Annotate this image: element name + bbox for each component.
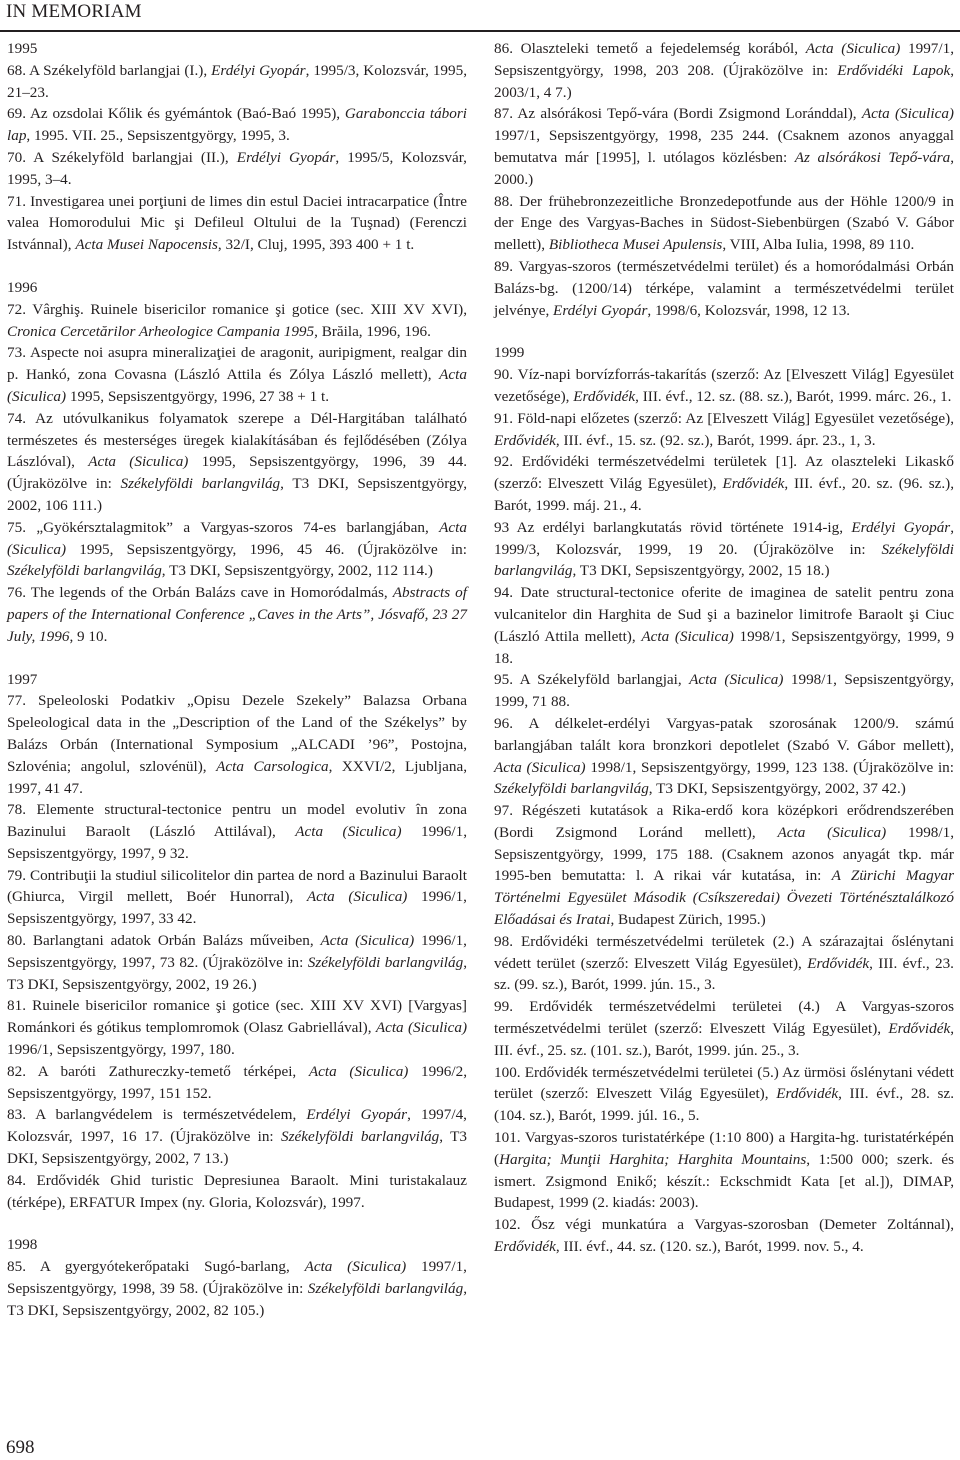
entry-title-italic: Acta (Siculica) — [304, 1258, 407, 1276]
bibliography-entry — [494, 517, 954, 582]
entry-text: 72. Vârghiş. Ruinele bisericilor romanice şi gotice (sec. XIII XV XVI), — [7, 300, 467, 318]
entry-text: 71. Investigarea unei porţiuni de limes din estul Daciei intracarpatice (Între valea Homorodului Mic şi Defileul Oltului de la Tuşnad) (Ferenczi Istvánnal), — [7, 192, 467, 254]
entry-title-italic: Erdővidéki Lapok — [837, 61, 951, 79]
year-heading: 1995 — [7, 40, 38, 57]
entry-text: , T3 DKI, Sepsiszentgyörgy, 2002, 106 111.) — [7, 475, 468, 514]
entry-text: 80. Barlangtani adatok Orbán Balázs műveiben, — [7, 932, 321, 950]
entry-title-italic: Hargita; Munţii Harghita; Harghita Mountains — [499, 1150, 807, 1168]
entry-title-italic: Acta (Siculica) — [689, 671, 784, 689]
entry-text: , T3 DKI, Sepsiszentgyörgy, 2002, 82 105.) — [7, 1280, 467, 1319]
bibliography-entry — [7, 60, 467, 104]
entry-text: , T3 DKI, Sepsiszentgyörgy, 2002, 15 18.) — [572, 562, 830, 580]
bibliography-entry — [494, 103, 954, 190]
bibliography-entry — [7, 799, 467, 864]
bibliography-entry — [7, 103, 467, 147]
bibliography-entry — [494, 582, 954, 669]
year-heading: 1997 — [7, 670, 38, 688]
entry-text: , T3 DKI, Sepsiszentgyörgy, 2002, 37 42.) — [648, 780, 906, 798]
entry-text: 79. Contribuţii la studiul silicolitelor din partea de nord a Bazinului Baraolt (Ghiurca, Virgil mellett, Boér Hunorral), — [7, 866, 467, 906]
entry-text: 89. Vargyas-szoros (természetvédelmi terület) és a homoródalmási Orbán Balázs-bg. (1200/14) térképe, valamint a természetvédelmi terület jelvénye, — [494, 257, 954, 319]
entry-text: 82. A baróti Zathureczky-temető térképei, — [7, 1062, 309, 1080]
bibliography-entry — [7, 408, 467, 517]
entry-text: 74. Az utóvulkanikus folyamatok szerepe a Dél-Hargitában található természetes és mesterséges üregek kialakításában és fejlődésében (Zólya Lászlóval), — [7, 409, 467, 471]
entry-text: , 32/I, Cluj, 1995, 393 400 + 1 t. — [217, 236, 415, 254]
entry-text: 1997/1, Sepsiszentgyörgy, 1998, 235 244. (Csaknem azonos anyaggal bemutatva már [1995], l. utólagos közlésben: — [494, 127, 954, 166]
entry-title-italic: Székelyföldi barlangvilág — [307, 953, 464, 971]
entry-text: 73. Aspecte noi asupra mineralizaţiei de aragonit, auripigment, realgar din p. Hankó, zona Covasna (László Attila és Zólya László mellett), — [7, 344, 467, 384]
entry-text: 84. Erdővidék Ghid turistic Depresiunea Baraolt. Mini turistakalauz (térképe), ERFATUR Impex (ny. Gloria, Kolozsvár), 1997. — [7, 1171, 467, 1211]
entry-text: 1998/1, Sepsiszentgyörgy, 1999, 71 88. — [494, 671, 955, 711]
entry-text: 1998/1, Sepsiszentgyörgy, 1999, 123 138. (Újraközölve in: — [585, 758, 954, 776]
bibliography-entry — [494, 669, 954, 713]
bibliography-entry — [7, 865, 467, 930]
bibliography-entry — [7, 1170, 467, 1214]
bibliography-entry — [7, 342, 467, 407]
right-column — [494, 38, 954, 1258]
bibliography-entry — [7, 191, 467, 256]
bibliography-entry — [494, 1214, 954, 1258]
bibliography-entry — [494, 800, 954, 931]
bibliography-entry — [7, 1061, 467, 1105]
entry-text: , 1995/3, Kolozsvár, 1995, 21–23. — [7, 61, 467, 101]
entry-text: , III. évf., 28. sz. (104. sz.), Barót, 1999. júl. 16., 5. — [494, 1085, 954, 1125]
entry-title-italic: Acta (Siculica) — [7, 518, 467, 558]
bibliography-entry — [494, 364, 954, 408]
bibliography-entry — [494, 996, 954, 1061]
entry-title-italic: Székelyföldi barlangvilág — [7, 562, 162, 580]
entry-title-italic: Erdővidék — [573, 387, 636, 405]
entry-text: 88. Der frühebronzezeitliche Bronzedepotfunde aus der Höhle 1200/9 in der Enge des Vargyas-Baches in Südost-Siebenbürgen (Szabó V. Gábor mellett), — [494, 192, 954, 254]
entry-text: 97. Régészeti kutatások a Rika-erdő kora középkori erődrendszerében (Bordi Zsigmond Loránd mellett), — [494, 802, 954, 841]
entry-text: 95. A Székelyföld barlangjai, — [494, 671, 690, 689]
entry-title-italic: Acta Carsologica — [216, 757, 329, 775]
bibliography-entry — [7, 930, 467, 995]
entry-title-italic: Acta (Siculica) — [320, 932, 415, 950]
entry-text: , T3 DKI, Sepsiszentgyörgy, 2002, 19 26.) — [7, 953, 467, 993]
entry-text: , 1995/5, Kolozsvár, 1995, 3–4. — [7, 148, 467, 188]
entry-text: 69. Az ozsdolai Kőlik és gyémántok (Baó-Baó 1995), — [7, 105, 345, 123]
entry-title-italic: Cronica Cercetărilor Arheologice Campania 1995 — [7, 322, 315, 340]
running-header-title: IN MEMORIAM — [6, 1, 142, 22]
entry-title-italic: Székelyföldi barlangvilág — [494, 540, 954, 580]
entry-text: 1995, Sepsiszentgyörgy, 1996, 27 38 + 1 t. — [66, 387, 329, 405]
entry-text: 1996/1, Sepsiszentgyörgy, 1997, 33 42. — [7, 888, 467, 928]
entry-text: 102. Ősz végi munkatúra a Vargyas-szorosban (Demeter Zoltánnal), — [494, 1216, 954, 1234]
entry-text: , III. évf., 12. sz. (88. sz.), Barót, 1999. márc. 26., 1. — [635, 387, 952, 405]
bibliography-entry — [7, 299, 467, 343]
entry-text: , 9 10. — [69, 627, 108, 645]
entry-text: , T3 DKI, Sepsiszentgyörgy, 2002, 7 13.) — [7, 1128, 467, 1168]
entry-text: 1998/1, Sepsiszentgyörgy, 1999, 9 18. — [494, 627, 954, 667]
entry-text: 1995, Sepsiszentgyörgy, 1996, 45 46. (Újraközölve in: — [66, 540, 467, 558]
entry-text: 101. Vargyas-szoros turistatérképe (1:10 800) a Hargita-hg. turistatérképén ( — [494, 1129, 954, 1168]
entry-title-italic: A Zürichi Magyar Történelmi Egyesület Második (Csíkszeredai) Övezeti Történésztalálkozó Előadásai és Iratai — [494, 867, 955, 929]
entry-text: , III. évf., 25. sz. (101. sz.), Barót, 1999. jún. 25., 3. — [494, 1020, 954, 1059]
entry-title-italic: Székelyföldi barlangvilág — [307, 1280, 464, 1298]
entry-text: 81. Ruinele bisericilor romanice şi gotice (sec. XIII XV XVI) [Vargyas] Románkori és gótikus templomromok (Olasz Gabriellával), — [7, 997, 467, 1037]
bibliography-entry — [7, 1104, 467, 1169]
entry-text: 91. Föld-napi előzetes (szerző: Az [Elveszett Világ] Egyesület vezetősége), — [494, 409, 954, 427]
entry-title-italic: Acta (Siculica) — [861, 105, 954, 123]
entry-title-italic: Erdővidék — [494, 1238, 556, 1256]
entry-text: 78. Elemente structural-tectonice pentru un model evolutiv în zona Bazinului Baraolt (László Attilával), — [7, 801, 467, 841]
entry-title-italic: Erdővidék — [494, 431, 556, 449]
entry-text: 1997/1, Sepsiszentgyörgy, 1998, 39 58. (Újraközölve in: — [7, 1258, 467, 1298]
year-heading: 1999 — [494, 344, 525, 362]
entry-title-italic: Abstracts of papers of the International Conference „Caves in the Arts”, Jósvafő, 23 27 July, 1996 — [7, 584, 467, 645]
entry-title-italic: Acta (Siculica) — [88, 453, 189, 471]
entry-text: , 2000.) — [494, 148, 954, 188]
entry-text: 98. Erdővidéki természetvédelmi területek (2.) A szárazajtai őslénytani védett terület (szerző: Elveszett Világ Egyesület), — [494, 932, 954, 972]
entry-text: 86. Olaszteleki temető a fejedelemség korából, — [494, 40, 806, 57]
entry-title-italic: Erdővidék — [888, 1020, 951, 1038]
entry-title-italic: Székelyföldi barlangvilág — [280, 1128, 440, 1146]
entry-text: 75. „Gyökérsztalagmitok” a Vargyas-szoros 74-es barlangjában, — [7, 518, 440, 536]
entry-title-italic: Erdővidék — [776, 1085, 839, 1103]
entry-text: , XXVI/2, Ljubljana, 1997, 41 47. — [7, 757, 467, 797]
entry-text: 100. Erdővidék természetvédelmi területei (5.) Az ürmösi őslénytani védett terület (szerző: Elveszett Világ Egyesület), — [494, 1063, 954, 1103]
bibliography-entry — [7, 517, 467, 582]
entry-text: 1996/2, Sepsiszentgyörgy, 1997, 151 152. — [7, 1062, 467, 1102]
entry-text: 76. The legends of the Orbán Balázs cave in Homoródalmás, — [7, 584, 393, 602]
bibliography-entry — [494, 1062, 954, 1127]
bibliography-entry — [7, 582, 467, 647]
bibliography-entry — [7, 1256, 467, 1321]
entry-title-italic: Erdélyi Gyopár — [236, 148, 336, 166]
entry-text: , 1999/3, Kolozsvár, 1999, 19 20. (Újraközölve in: — [494, 518, 954, 558]
entry-text: 1996/1, Sepsiszentgyörgy, 1997, 73 82. (Újraközölve in: — [7, 932, 467, 971]
entry-title-italic: Acta (Siculica) — [777, 823, 887, 841]
entry-text: 87. Az alsórákosi Tepő-vára (Bordi Zsigmond Loránddal), — [494, 105, 862, 123]
bibliography-entry — [494, 38, 954, 103]
entry-title-italic: Erdélyi Gyopár — [306, 1106, 408, 1124]
entry-text: 1996/1, Sepsiszentgyörgy, 1997, 9 32. — [7, 823, 467, 862]
entry-title-italic: Acta (Siculica) — [375, 1019, 467, 1037]
entry-text: 90. Víz-napi borvízforrás-takarítás (szerző: Az [Elveszett Világ] Egyesület vezetősége), — [494, 366, 954, 405]
entry-text: , III. évf., 44. sz. (120. sz.), Barót, 1999. nov. 5., 4. — [555, 1238, 864, 1256]
entry-text: 77. Speleoloski Podatkiv „Opisu Dezele Szekely” Balazsa Orbana Speleological data in the „Description of the Land of the Székelys” by Balázs Orbán (International Symposium „ALCADI ’96”, Postojna, Szlovénia; angolul, szlovénül), — [7, 692, 467, 775]
entry-title-italic: Erdélyi Gyopár — [851, 518, 951, 536]
entry-title-italic: Acta Musei Napocensis — [75, 236, 218, 254]
entry-text: , Budapest Zürich, 1995.) — [610, 911, 766, 929]
bibliography-entry — [494, 256, 954, 321]
entry-title-italic: Acta (Siculica) — [7, 366, 467, 405]
bibliography-entry — [494, 408, 954, 452]
entry-text: 1995, Sepsiszentgyörgy, 1996, 39 44. (Újraközölve in: — [7, 453, 467, 493]
entry-title-italic: Garabonccia tábori lap — [7, 105, 467, 145]
bibliography-entry — [494, 191, 954, 256]
entry-text: 96. A délkelet-erdélyi Vargyas-patak szorosának 1200/9. számú barlangjában talált kora bronzkori depotlelet (Szabó V. Gábor mellett), — [494, 714, 954, 754]
page-number: 698 — [6, 1437, 35, 1458]
entry-text: , T3 DKI, Sepsiszentgyörgy, 2002, 112 114.) — [161, 562, 433, 580]
bibliography-entry — [7, 690, 467, 799]
entry-text: 68. A Székelyföld barlangjai (I.), — [7, 61, 212, 79]
running-header — [0, 0, 960, 32]
entry-text: , 1995. VII. 25., Sepsiszentgyörgy, 1995, 3. — [26, 127, 290, 145]
entry-text: 94. Date structural-tectonice oferite de imaginea de satelit pentru zona vulcanitelor din Harghita de Sud şi a bazinelor limitrofe Baraolt şi Ciuc (László Attila mellett), — [494, 584, 954, 645]
entry-title-italic: Acta (Siculica) — [306, 888, 408, 906]
entry-text: 93 Az erdélyi barlangkutatás rövid története 1914-ig, — [494, 518, 852, 536]
entry-text: , III. évf., 23. sz. (99. sz.), Barót, 1999. jún. 15., 3. — [494, 954, 954, 994]
entry-title-italic: Acta (Siculica) — [308, 1062, 409, 1080]
bibliography-entry — [494, 1127, 954, 1214]
bibliography-entry — [494, 451, 954, 516]
entry-text: , 1:500 000; szerk. és ismert. Zsigmond Enikő; készít.: Eckschmidt Kata [et al.]), DIMAP, Budapest, 1999 (2. kiadás: 2003). — [494, 1150, 955, 1212]
year-heading: 1998 — [7, 1236, 38, 1254]
entry-title-italic: Acta (Siculica) — [295, 823, 402, 841]
entry-title-italic: Az alsórákosi Tepő-vára — [794, 148, 951, 166]
year-heading: 1996 — [7, 278, 38, 296]
bibliography-entry — [7, 147, 467, 191]
entry-text: , 1997/4, Kolozsvár, 1997, 16 17. (Újraközölve in: — [7, 1106, 467, 1146]
entry-text: , 1998/6, Kolozsvár, 1998, 12 13. — [647, 301, 851, 319]
entry-title-italic: Acta (Siculica) — [494, 758, 586, 776]
entry-title-italic: Bibliotheca Musei Apulensis — [548, 236, 723, 254]
entry-title-italic: Erdélyi Gyopár — [553, 301, 648, 319]
bibliography-entry — [494, 931, 954, 996]
entry-title-italic: Acta (Siculica) — [805, 40, 901, 57]
entry-text: 92. Erdővidéki természetvédelmi területek [1]. Az olaszteleki Likaskő (szerző: Elveszett Világ Egyesület), — [494, 453, 954, 493]
entry-text: , III. évf., 20. sz. (96. sz.), Barót, 1999. máj. 21., 4. — [494, 475, 955, 514]
entry-title-italic: Székelyföldi barlangvilág — [494, 780, 649, 798]
entry-text: 1997/1, Sepsiszentgyörgy, 1998, 203 208. (Újraközölve in: — [494, 40, 954, 79]
entry-text: 85. A gyergyótekerőpataki Sugó-barlang, — [7, 1258, 305, 1276]
entry-text: , VIII, Alba Iulia, 1998, 89 110. — [722, 236, 915, 254]
entry-title-italic: Erdővidék — [807, 954, 870, 972]
bibliography-entry — [7, 995, 467, 1060]
entry-text: , Brăila, 1996, 196. — [314, 322, 431, 340]
left-column — [7, 38, 467, 1322]
entry-text: , 2003/1, 4 7.) — [494, 61, 954, 101]
entry-title-italic: Erdélyi Gyopár — [211, 61, 306, 79]
entry-title-italic: Erdővidék — [722, 475, 785, 493]
entry-title-italic: Székelyföldi barlangvilág — [120, 475, 281, 493]
entry-text: , III. évf., 15. sz. (92. sz.), Barót, 1999. ápr. 23., 1, 3. — [555, 431, 876, 449]
entry-text: 1998/1, Sepsiszentgyörgy, 1999, 175 188. (Csaknem azonos anyagát tkp. már 1995-ben bemutatta: l. A rikai vár kutatása, in: — [494, 823, 954, 885]
bibliography-entry — [494, 713, 954, 800]
entry-text: 70. A Székelyföld barlangjai (II.), — [7, 148, 237, 166]
entry-text: 83. A barlangvédelem is természetvédelem, — [7, 1106, 307, 1124]
entry-text: 99. Erdővidék természetvédelmi területei (4.) A Vargyas-szoros természetvédelmi terület (szerző: Elveszett Világ Egyesület), — [494, 998, 954, 1038]
entry-title-italic: Acta (Siculica) — [641, 627, 734, 645]
entry-text: 1996/1, Sepsiszentgyörgy, 1997, 180. — [7, 1041, 235, 1059]
